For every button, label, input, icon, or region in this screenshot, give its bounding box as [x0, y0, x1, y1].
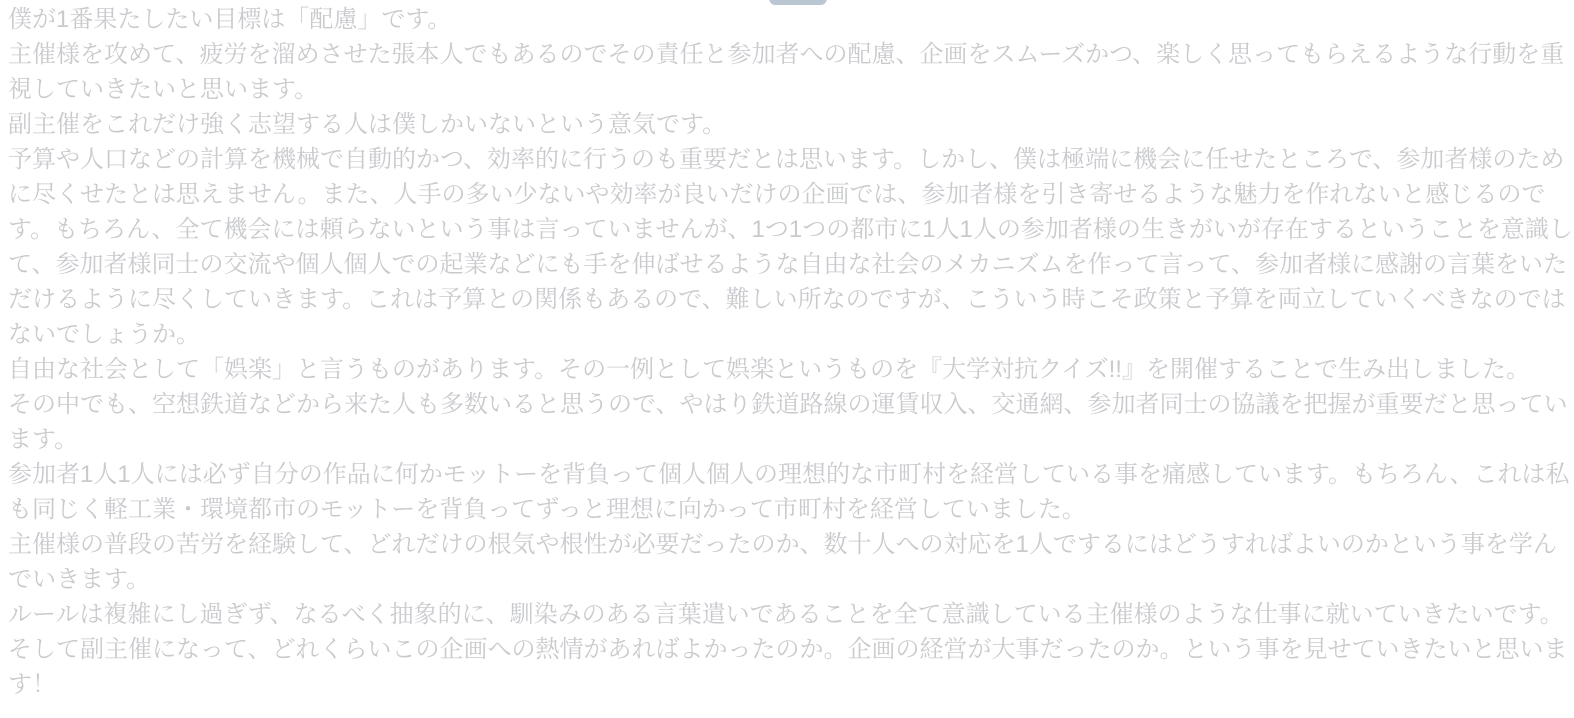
- message-paragraph: 参加者1人1人には必ず自分の作品に何かモットーを背負って個人個人の理想的な市町村を経営している事を痛感しています。もちろん、これは私も同じく軽工業・環境都市のモットーを背負ってずっと理想に向かって市町村を経営していました。: [8, 461, 1570, 523]
- message-paragraph: 自由な社会として「娯楽」と言うものがあります。その一例として娯楽というものを『大学対抗クイズ!!』を開催することで生み出しました。: [8, 356, 1530, 383]
- message-paragraph: ルールは複雑にし過ぎず、なるべく抽象的に、馴染みのある言葉遣いであることを全て意識している主催様のような仕事に就いていきたいです。: [8, 601, 1564, 628]
- message-paragraph: 僕が1番果たしたい目標は「配慮」です。: [8, 6, 452, 33]
- message-paragraph: その中でも、空想鉄道などから来た人も多数いると思うので、やはり鉄道路線の運賃収入、交通網、参加者同士の協議を把握が重要だと思っています。: [8, 391, 1568, 453]
- message-paragraph: 主催様を攻めて、疲労を溜めさせた張本人でもあるのでその責任と参加者への配慮、企画をスムーズかつ、楽しく思ってもらえるような行動を重視していきたいと思います。: [8, 41, 1565, 103]
- message-text-block: [8, 2, 1574, 702]
- message-paragraph: 副主催をこれだけ強く志望する人は僕しかいないという意気です。: [8, 111, 727, 138]
- message-paragraph: そして副主催になって、どれくらいこの企画への熱情があればよかったのか。企画の経営が大事だったのか。という事を見せていきたいと思います！: [8, 636, 1568, 698]
- message-paragraph: 主催様の普段の苦労を経験して、どれだけの根気や根性が必要だったのか、数十人への対応を1人でするにはどうすればよいのかという事を学んでいきます。: [8, 531, 1557, 593]
- message-paragraph: 予算や人口などの計算を機械で自動的かつ、効率的に行うのも重要だとは思います。しかし、僕は極端に機会に任せたところで、参加者様のために尽くせたとは思えません。また、人手の多い少ないや効率が良いだけの企画では、参加者様を引き寄せるような魅力を作れないと感じるのです。もちろん、全て機会には頼らないという事は言っていませんが、1つ1つの都市に1人1人の参加者様の生きがいが存在するということを意識して、参加者様同士の交流や個人個人での起業などにも手を伸ばせるような自由な社会のメカニズムを作って言って、参加者様に感謝の言葉をいただけるように尽くしていきます。これは予算との関係もあるので、難しい所なのですが、こういう時こそ政策と予算を両立していくべきなのではないでしょうか。: [8, 146, 1573, 348]
